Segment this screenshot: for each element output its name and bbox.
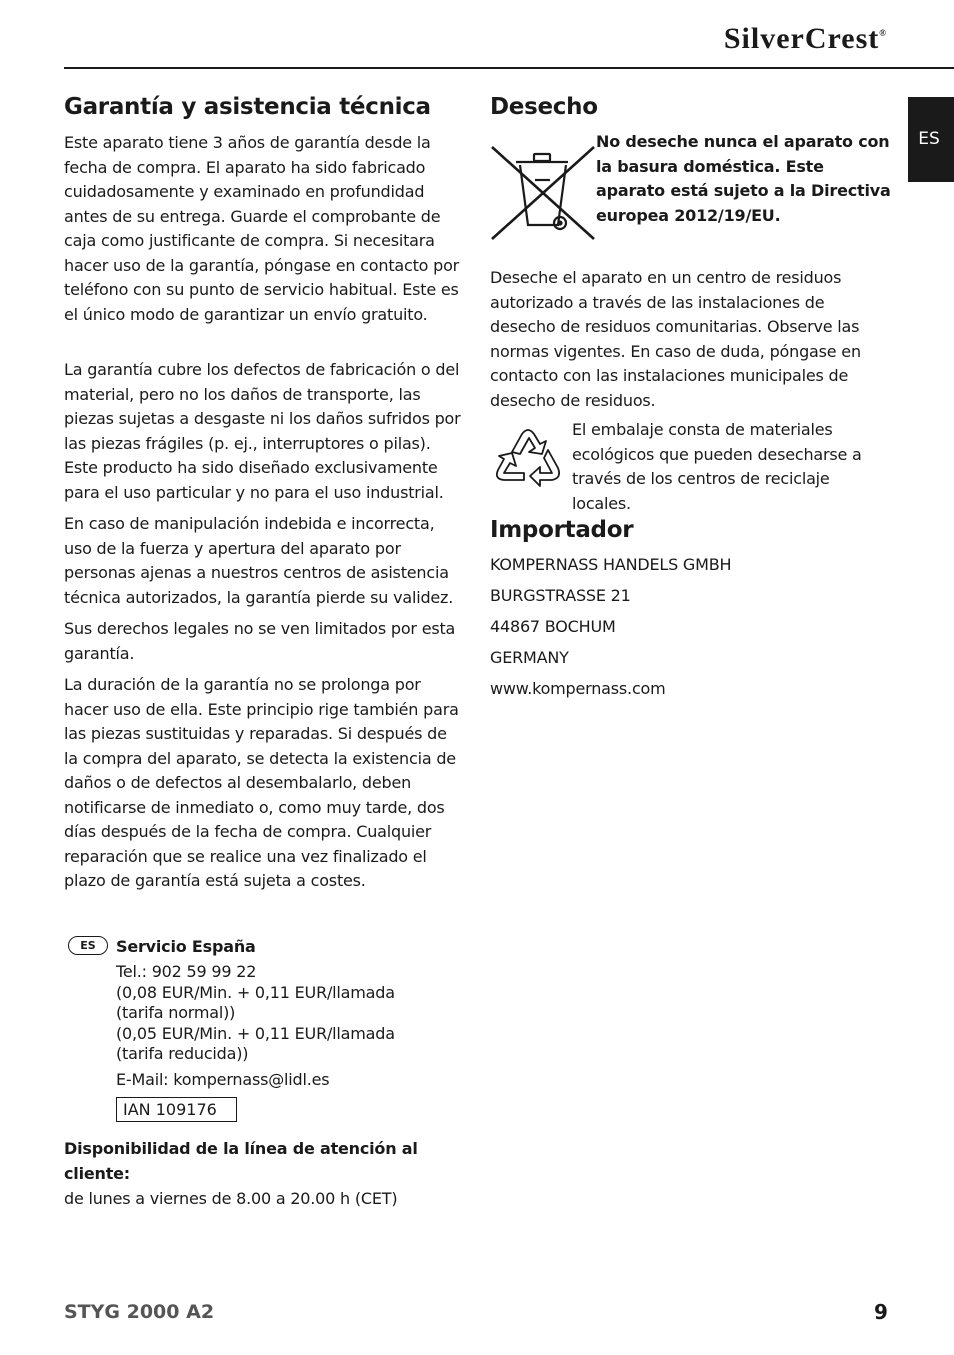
warranty-paragraph-5: La duración de la garantía no se prolonga por hacer uso de ella. Este principio rige también para las piezas sustituidas y reparadas. Si después de la compra del aparato, se detecta la existencia de daños o de defectos al desembalarlo, deben notificarse de inmediato o, como muy tarde, dos días después de la fecha de compra. Cualquier reparación que se realice una vez finalizado el plazo de garantía está sujeta a costes.: [64, 675, 459, 890]
disposal-warning: No deseche nunca el aparato con la basura doméstica. Este aparato está sujeto a la Directiva europea 2012/19/EU.: [596, 132, 891, 225]
warranty-paragraph-4: Sus derechos legales no se ven limitados por esta garantía.: [64, 619, 456, 663]
footer-model: STYG 2000 A2: [64, 1301, 215, 1323]
ian-box: [116, 1097, 237, 1122]
service-rate-normal: (0,08 EUR/Min. + 0,11 EUR/llamada: [116, 983, 395, 1002]
importer-heading: Importador: [490, 517, 634, 543]
recycling-icon: [490, 422, 566, 496]
service-rate-normal-label: (tarifa normal)): [116, 1003, 236, 1022]
language-tab: [908, 97, 954, 182]
disposal-heading: Desecho: [490, 94, 598, 120]
service-email: E-Mail: kompernass@lidl.es: [116, 1070, 330, 1089]
warranty-heading: Garantía y asistencia técnica: [64, 94, 431, 120]
service-tel: Tel.: 902 59 99 22: [116, 962, 257, 981]
availability-title: Disponibilidad de la línea de atención al cliente:: [64, 1139, 418, 1183]
service-title: Servicio España: [116, 937, 256, 956]
importer-website: www.kompernass.com: [490, 679, 666, 698]
country-badge: ES: [68, 936, 108, 955]
page-number: 9: [874, 1300, 888, 1324]
importer-line: 44867 BOCHUM: [490, 617, 616, 636]
brand-name: SilverCrest: [723, 22, 880, 55]
service-rate-reduced: (0,05 EUR/Min. + 0,11 EUR/llamada: [116, 1024, 395, 1043]
warranty-paragraph-2: La garantía cubre los defectos de fabricación o del material, pero no los daños de transporte, las piezas sujetas a desgaste ni los daños sufridos por las piezas frágiles (p. ej., interruptores o pilas). Este producto ha sido diseñado exclusivamente para el uso particular y no para el uso industrial.: [64, 360, 461, 502]
header-rule: [64, 67, 954, 69]
packaging-text: El embalaje consta de materiales ecológicos que pueden desecharse a través de los centros de reciclaje locales.: [572, 420, 862, 513]
language-tab-label: ES: [918, 129, 940, 149]
importer-line: KOMPERNASS HANDELS GMBH: [490, 555, 732, 574]
ian-number: IAN 109176: [123, 1100, 217, 1119]
crossed-bin-icon: [490, 145, 596, 241]
importer-line: BURGSTRASSE 21: [490, 586, 631, 605]
warranty-paragraph-1: Este aparato tiene 3 años de garantía desde la fecha de compra. El aparato ha sido fabricado cuidadosamente y examinado en profundidad antes de su entrega. Guarde el comprobante de caja como justificante de compra. Si necesitara hacer uso de la garantía, póngase en contacto por teléfono con su punto de servicio habitual. Este es el único modo de garantizar un envío gratuito.: [64, 133, 460, 324]
registered-mark: ®: [879, 28, 887, 38]
service-rate-reduced-label: (tarifa reducida)): [116, 1044, 249, 1063]
brand-logo: [724, 22, 887, 56]
availability-text: de lunes a viernes de 8.00 a 20.00 h (CET): [64, 1189, 398, 1208]
disposal-text: Deseche el aparato en un centro de residuos autorizado a través de las instalaciones de desecho de residuos comunitarias. Observe las normas vigentes. En caso de duda, póngase en contacto con las instalaciones municipales de desecho de residuos.: [490, 268, 861, 410]
warranty-paragraph-3: En caso de manipulación indebida e incorrecta, uso de la fuerza y apertura del aparato por personas ajenas a nuestros centros de asistencia técnica autorizados, la garantía pierde su validez.: [64, 514, 454, 607]
importer-line: GERMANY: [490, 648, 569, 667]
